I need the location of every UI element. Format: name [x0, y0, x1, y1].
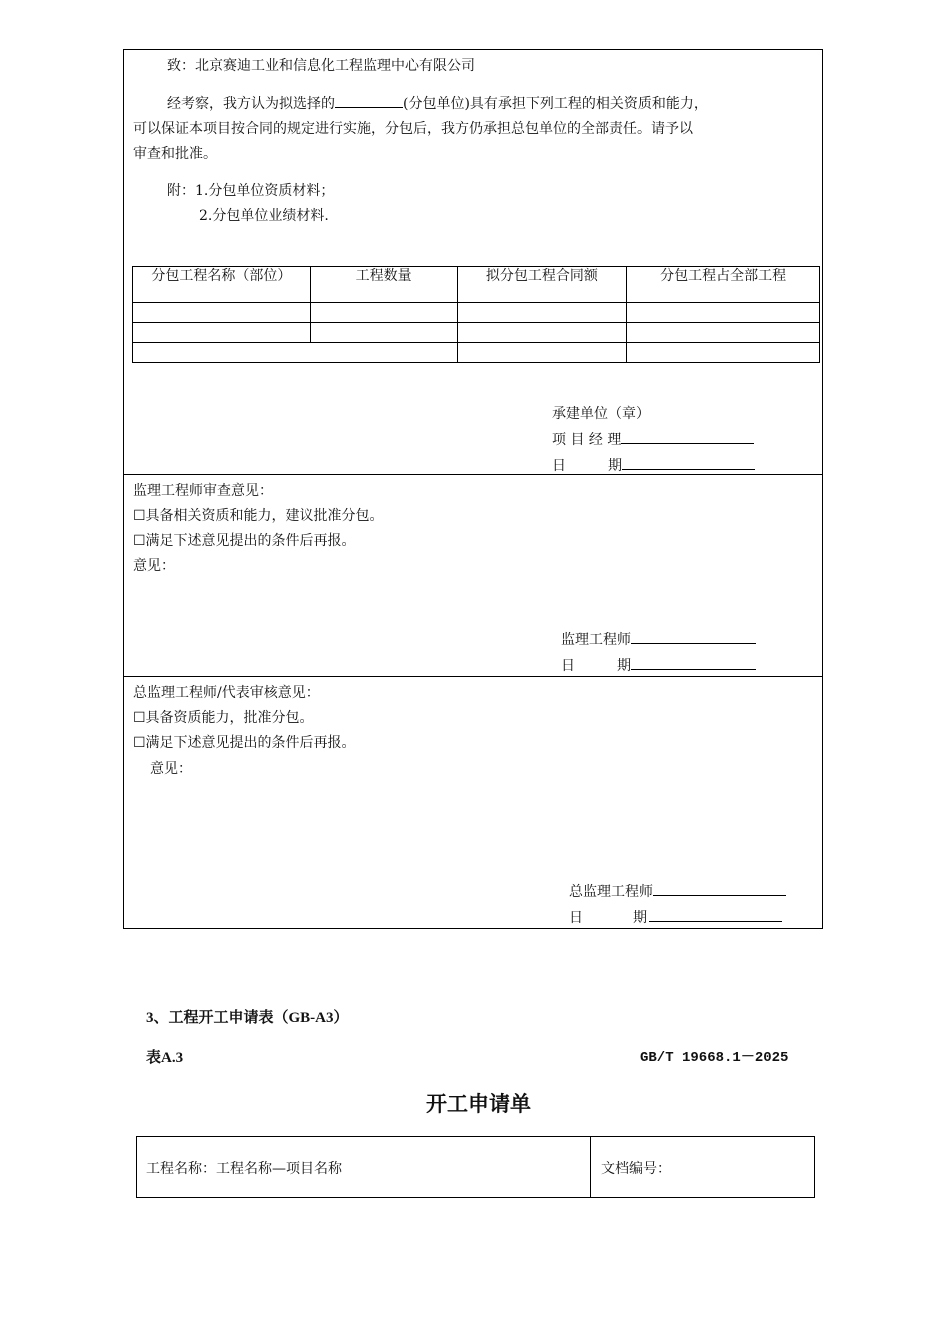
addressee: 致：北京赛迪工业和信息化工程监理中心有限公司 — [167, 58, 475, 74]
chief-date-field[interactable] — [649, 906, 782, 922]
table-cell[interactable] — [457, 323, 627, 343]
table-header-cell: 拟分包工程合同额 — [457, 267, 627, 303]
application-text-line1 — [167, 92, 708, 113]
supervisor-review-title: 监理工程师审查意见： — [133, 483, 273, 499]
chief-review-title: 总监理工程师/代表审核意见： — [133, 685, 320, 701]
contractor-date-label: 日 期 — [552, 458, 622, 474]
supervisor-signature-field[interactable] — [631, 628, 756, 644]
attachment-2: 2.分包单位业绩材料. — [199, 208, 329, 224]
project-name: 工程名称：工程名称—项目名称 — [146, 1161, 342, 1177]
contractor-date-line — [552, 454, 755, 475]
supervisor-date-line — [561, 654, 756, 675]
subcontractor-blank — [335, 92, 403, 108]
table-cell[interactable] — [627, 343, 820, 363]
application-text-pre: 经考察，我方认为拟选择的 — [167, 96, 335, 112]
application-text-line3: 审查和批准。 — [133, 146, 217, 162]
table-cell[interactable] — [310, 303, 457, 323]
table-header-cell: 工程数量 — [310, 267, 457, 303]
table-cell[interactable] — [133, 303, 311, 323]
contractor-unit-label: 承建单位（章） — [552, 406, 650, 422]
supervisor-option-resubmit[interactable]: ☐满足下述意见提出的条件后再报。 — [133, 533, 356, 549]
chief-signature-field[interactable] — [653, 880, 786, 896]
table-number: 表A.3 — [146, 1050, 184, 1066]
chief-opinion-label: 意见： — [150, 761, 192, 777]
chief-sign-line — [569, 880, 786, 901]
section-heading: 3、工程开工申请表（GB-A3） — [146, 1010, 349, 1026]
project-manager-line — [552, 428, 754, 449]
table-header-cell: 分包工程名称（部位） — [133, 267, 311, 303]
table-row — [133, 303, 820, 323]
subcontract-table — [132, 266, 820, 363]
table-cell[interactable] — [627, 303, 820, 323]
project-manager-label: 项 目 经 理 — [552, 432, 622, 448]
application-text-post: (分包单位)具有承担下列工程的相关资质和能力， — [403, 96, 708, 112]
supervisor-opinion-label: 意见： — [133, 558, 175, 574]
section-divider-2 — [123, 676, 823, 677]
attachment-1: 附：1.分包单位资质材料； — [167, 183, 335, 199]
table-row — [133, 343, 820, 363]
chief-date-line — [569, 906, 782, 927]
table-cell[interactable] — [457, 343, 627, 363]
contractor-date-field[interactable] — [622, 454, 755, 470]
supervisor-date-label: 日 期 — [561, 658, 631, 674]
form-title: 开工申请单 — [426, 1092, 531, 1116]
supervisor-sign-label: 监理工程师 — [561, 632, 631, 648]
document-number-label: 文档编号： — [601, 1161, 671, 1177]
standard-code: GB/T 19668.1－2025 — [640, 1050, 789, 1066]
table-row — [133, 323, 820, 343]
project-manager-signature-field[interactable] — [621, 428, 754, 444]
table-header-row — [133, 267, 820, 303]
table-header-cell: 分包工程占全部工程 — [627, 267, 820, 303]
chief-option-approve[interactable]: ☐具备资质能力，批准分包。 — [133, 710, 314, 726]
application-text-line2: 可以保证本项目按合同的规定进行实施，分包后，我方仍承担总包单位的全部责任。请予以 — [133, 121, 693, 137]
supervisor-sign-line — [561, 628, 756, 649]
table-cell[interactable] — [133, 343, 458, 363]
chief-option-resubmit[interactable]: ☐满足下述意见提出的条件后再报。 — [133, 735, 356, 751]
header-table-divider — [590, 1136, 591, 1198]
table-cell[interactable] — [627, 323, 820, 343]
table-cell[interactable] — [310, 323, 457, 343]
chief-sign-label: 总监理工程师 — [569, 884, 653, 900]
chief-date-label: 日 期 — [569, 910, 649, 926]
table-cell[interactable] — [133, 323, 311, 343]
table-cell[interactable] — [457, 303, 627, 323]
supervisor-date-field[interactable] — [631, 654, 756, 670]
supervisor-option-approve[interactable]: ☐具备相关资质和能力，建议批准分包。 — [133, 508, 384, 524]
